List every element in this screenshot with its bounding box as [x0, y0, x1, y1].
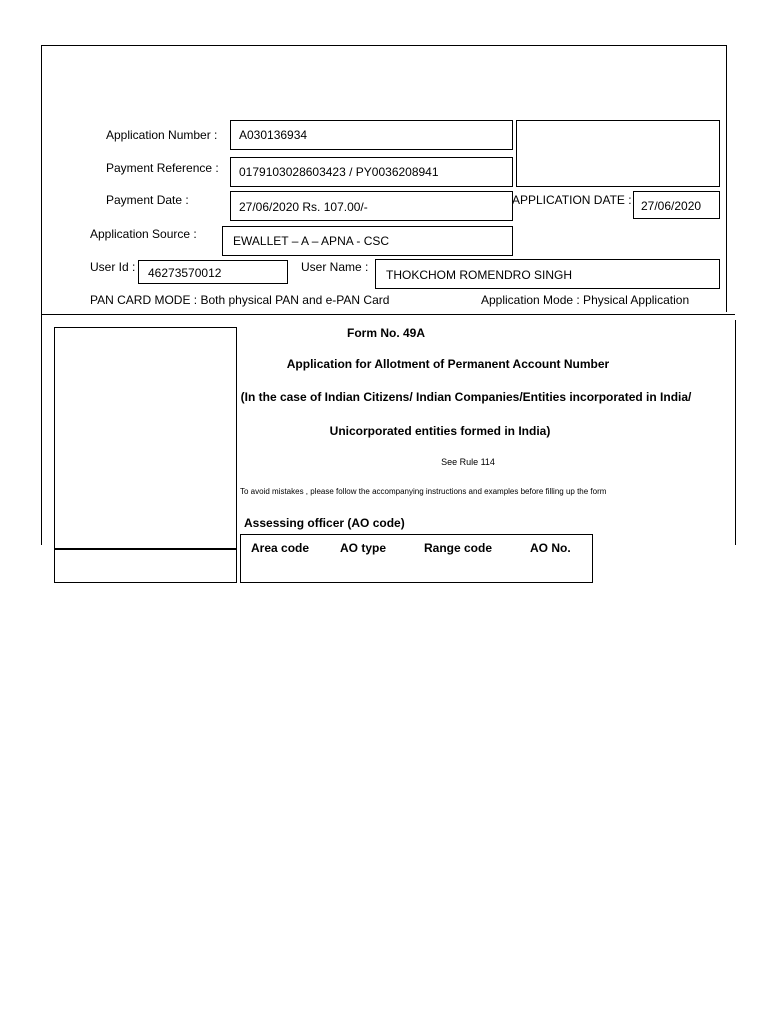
ao-range-code-header: Range code	[424, 541, 493, 555]
application-source-value: EWALLET – A – APNA - CSC	[233, 234, 390, 248]
user-id-field	[138, 260, 288, 284]
payment-date-value: 27/06/2020 Rs. 107.00/-	[239, 200, 368, 214]
frame-top-line	[41, 45, 726, 46]
payment-reference-label: Payment Reference :	[106, 161, 219, 175]
application-source-field	[222, 226, 513, 256]
ao-area-code-header: Area code	[251, 541, 310, 555]
application-source-label: Application Source :	[90, 227, 197, 241]
form-instructions: To avoid mistakes , please follow the accompanying instructions and examples before filling up the form	[240, 487, 607, 496]
header-divider-line	[41, 314, 735, 315]
photo-box-top	[516, 120, 720, 187]
frame-right-line	[726, 45, 727, 312]
form-number: Form No. 49A	[346, 326, 426, 340]
application-number-field	[230, 120, 513, 150]
payment-reference-field	[230, 157, 513, 187]
application-mode: Application Mode : Physical Application	[481, 293, 690, 307]
frame-left-line	[41, 45, 42, 545]
assessing-officer-label: Assessing officer (AO code)	[244, 516, 405, 530]
user-name-value: THOKCHOM ROMENDRO SINGH	[386, 268, 572, 282]
payment-date-field	[230, 191, 513, 221]
form-title: Application for Allotment of Permanent Account Number	[286, 357, 610, 371]
application-number-value: A030136934	[239, 128, 308, 142]
user-name-field	[375, 259, 720, 289]
application-date-label: APPLICATION DATE :	[512, 193, 632, 207]
rule-reference: See Rule 114	[441, 457, 495, 467]
photo-box-divider	[54, 548, 237, 550]
ao-number-header: AO No.	[530, 541, 571, 555]
ao-type-header: AO type	[340, 541, 387, 555]
payment-reference-value: 0179103028603423 / PY0036208941	[239, 165, 439, 179]
application-date-value: 27/06/2020	[641, 199, 702, 213]
application-date-field	[633, 191, 720, 219]
form-subtitle-line1: (In the case of Indian Citizens/ Indian Companies/Entities incorporated in India/	[240, 390, 692, 404]
user-id-value: 46273570012	[148, 266, 222, 280]
user-id-label: User Id :	[90, 260, 136, 274]
pan-card-mode: PAN CARD MODE : Both physical PAN and e-PAN Card	[90, 293, 390, 307]
user-name-label: User Name :	[301, 260, 369, 274]
application-number-label: Application Number :	[106, 128, 218, 142]
form-subtitle-line2: Unicorporated entities formed in India)	[329, 424, 551, 438]
payment-date-label: Payment Date :	[106, 193, 189, 207]
frame-right-line-lower	[735, 320, 736, 545]
ao-code-table	[240, 534, 593, 583]
photo-box	[54, 327, 237, 583]
